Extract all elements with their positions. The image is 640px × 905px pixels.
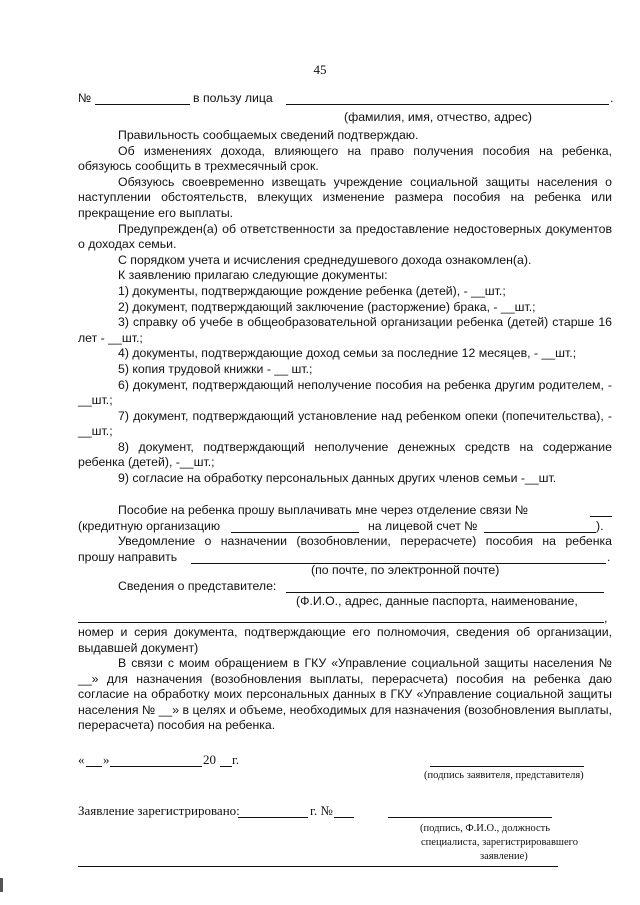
main-text [78,128,612,487]
document-item: 5) копия трудовой книжки - __ шт.; [118,361,313,376]
account-label: на лицевой счет № [368,519,478,533]
representative-caption: (Ф.И.О., адрес, данные паспорта, наименование, [296,594,578,608]
scan-edge-mark [0,878,3,892]
representative-continuation: номер и серия документа, подтверждающие его полномочия, сведения об организации, выдавшей документ) [78,625,612,655]
specialist-caption-line1: (подпись, Ф.И.О., должность [420,823,551,834]
bottom-line [78,866,558,867]
document-item: 8) документ, подтверждающий неполучение денежных средств на содержание ребенка (детей), -__шт.; [78,439,612,470]
document-item: 7) документ, подтверждающий установление над ребенком опеки (попечительства), - __шт.; [78,408,612,439]
representative-end: , [604,611,608,625]
notify-paragraph: Обязуюсь своевременно извещать учреждение социальной защиты населения о наступлении обстоятельств, влекущих изменение размера пособия на ребенка или прекращение его выплаты. [78,174,612,220]
notification-end-dot: . [607,550,611,564]
favor-end-dot: . [610,91,614,105]
applicant-signature-line [430,766,584,767]
document-item: 4) документы, подтверждающие доход семьи за последние 12 месяцев, - __шт.; [118,346,577,361]
document-item: 9) согласие на обработку персональных данных других членов семьи -__шт. [118,471,557,486]
registration-date-line [238,817,308,818]
account-line [484,532,596,533]
favor-caption: (фамилия, имя, отчество, адрес) [344,110,532,124]
page-number: 45 [313,62,327,77]
date-close-quote: » [103,752,110,767]
notification-line: Уведомление о назначении (возобновлении, перерасчете) пособия на ребенка [118,534,612,548]
attach-paragraph: К заявлению прилагаю следующие документы: [118,268,388,283]
credit-org-line [231,532,359,533]
specialist-caption-line2: специалиста, зарегистрировавшего [421,837,578,848]
registration-number-label: г. № [310,803,333,818]
payment-line: Пособие на ребенка прошу выплачивать мне через отделение связи № [118,503,529,517]
document-item: 1) документы, подтверждающие рождение ребенка (детей), - __шт.; [118,283,506,298]
day-line [86,766,102,767]
document-item: 6) документ, подтверждающий неполучение пособия на ребенка другим родителем, - __шт.; [78,377,612,408]
warned-paragraph: Предупрежден(а) об ответственности за предоставление недостоверных документов о доходах семьи. [78,221,612,252]
representative-label: Сведения о представителе: [118,579,277,593]
representative-full-line [78,622,604,623]
year-line [220,766,232,767]
favor-label: в пользу лица [193,91,273,105]
credit-org-label: (кредитную организацию [78,519,221,533]
notification-caption: (по почте, по электронной почте) [311,563,500,577]
number-label: № [78,91,92,105]
year-prefix: 20 [203,752,216,767]
familiar-paragraph: С порядком учета и исчисления среднедушевого дохода ознакомлен(а). [118,252,532,267]
post-office-number-line [590,516,612,517]
specialist-signature-line [388,817,552,818]
notification-send-label: прошу направить [78,550,178,564]
registration-number-line [334,817,354,818]
document-item: 3) справку об учебе в общеобразовательной организации ребенка (детей) старше 16 лет - __шт.; [78,315,612,345]
registration-label: Заявление зарегистрировано: [78,803,240,818]
representative-line [286,592,604,593]
applicant-signature-caption: (подпись заявителя, представителя) [424,770,584,781]
account-end: ). [596,519,604,533]
month-line [110,766,202,767]
number-line [95,104,190,105]
date-open-quote: « [78,752,85,767]
specialist-caption-line3: заявление) [480,851,528,862]
document-item: 2) документ, подтверждающий заключение (расторжение) брака, - __шт.; [118,299,536,314]
year-suffix: г. [232,752,240,767]
income-paragraph: Об изменениях дохода, влияющего на право получения пособия на ребенка, обязуюсь сообщить в трехмесячный срок. [78,143,612,174]
confirm-paragraph: Правильность сообщаемых сведений подтверждаю. [118,128,419,142]
favor-line [286,104,609,105]
consent-paragraph: В связи с моим обращением в ГКУ «Управление социальной защиты населения № __» для назначения (возобновления выплаты, перерасчета) пособия на ребенка даю согласие на обработку моих персональных данных в ГКУ «Управление социальной защиты населения № __» в целях и объеме, необходимых для назначения (возобновления выплаты, перерасчета) пособия на ребенка. [78,656,612,733]
